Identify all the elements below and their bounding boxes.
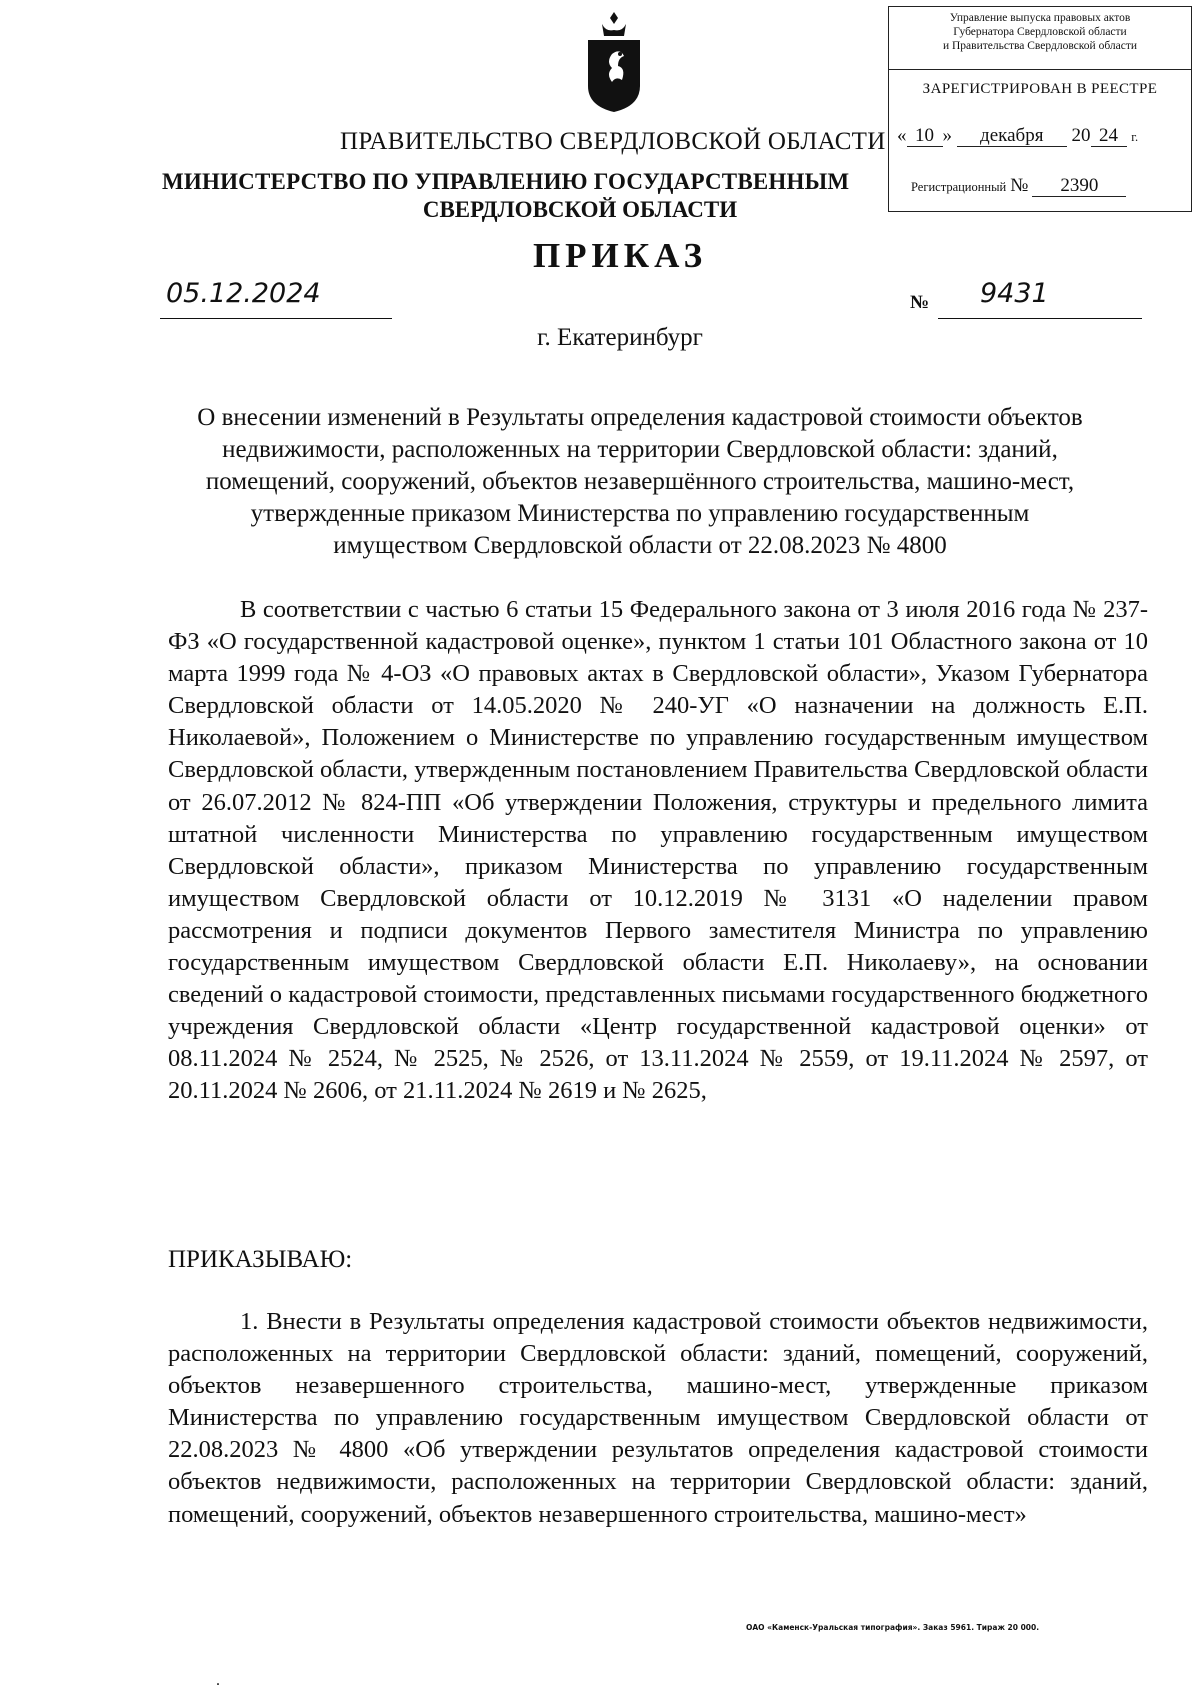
stamp-day: 10 <box>907 126 943 147</box>
orders-heading: ПРИКАЗЫВАЮ: <box>168 1246 353 1273</box>
government-heading: ПРАВИТЕЛЬСТВО СВЕРДЛОВСКОЙ ОБЛАСТИ <box>340 128 886 155</box>
stamp-header-line: и Правительства Свердловской области <box>942 40 1138 52</box>
order-item-1: 1. Внести в Результаты определения кадастровой стоимости объектов недвижимости, расположенных на территории Свердловской области: зданий, помещений, сооружений, объектов незавершенного строительства, машино-мест, утвержденные приказом Министерства по управлению государственным имуществом Свердловской области от 22.08.2023 № 4800 «Об утверждении результатов определения кадастровой стоимости объектов недвижимости, расположенных на территории Свердловской области: зданий, помещений, сооружений, объектов незавершенного строительства, машино-мест» <box>168 1308 1148 1528</box>
printer-footer: ОАО «Каменск-Уральская типография». Заказ 5961. Тираж 20 000. <box>746 1623 1040 1632</box>
registration-stamp <box>888 6 1192 212</box>
stamp-year-prefix: 20 <box>1071 125 1091 146</box>
number-label: № <box>910 292 930 313</box>
stamp-close-quote: » <box>942 125 952 146</box>
stamp-reg-label: Регистрационный <box>911 180 1007 194</box>
stamp-header-line: Управление выпуска правовых актов <box>949 12 1131 24</box>
document-type: ПРИКАЗ <box>532 236 708 275</box>
stamp-number-sign: № <box>1010 175 1029 196</box>
stamp-registered-label: ЗАРЕГИСТРИРОВАН В РЕЕСТРЕ <box>922 81 1158 97</box>
handwritten-number: 9431 <box>980 278 1049 309</box>
stamp-reg-number-line <box>911 175 1126 197</box>
stamp-reg-number: 2390 <box>1032 176 1126 197</box>
stamp-divider <box>889 69 1191 70</box>
handwritten-date: 05.12.2024 <box>166 278 321 309</box>
ministry-heading-line2: СВЕРДЛОВСКОЙ ОБЛАСТИ <box>422 197 738 222</box>
coat-of-arms-icon <box>582 10 646 114</box>
document-title: О внесении изменений в Результаты определения кадастровой стоимости объектов недвижимости, расположенных на территории Свердловской области: зданий, помещений, сооружений, объектов незавершённого строительства, машино-мест, утвержденные приказом Министерства по управлению государственным имуществом Свердловской области от 22.08.2023 № 4800 <box>197 404 1083 559</box>
ministry-heading-line1: МИНИСТЕРСТВО ПО УПРАВЛЕНИЮ ГОСУДАРСТВЕННЫМ <box>162 169 850 194</box>
stray-dot: . <box>216 1672 220 1689</box>
stamp-header-line: Губернатора Свердловской области <box>953 26 1127 38</box>
stamp-year-unit: г. <box>1131 130 1139 144</box>
preamble-paragraph: В соответствии с частью 6 статьи 15 Федерального закона от 3 июля 2016 года № 237-ФЗ «О государственной кадастровой оценке», пунктом 1 статьи 101 Областного закона от 10 марта 1999 года № 4-ОЗ «О правовых актах в Свердловской области», Указом Губернатора Свердловской области от 14.05.2020 № 240-УГ «О назначении на должность Е.П. Николаевой», Положением о Министерстве по управлению государственным имуществом Свердловской области, утвержденным постановлением Правительства Свердловской области от 26.07.2012 № 824-ПП «Об утверждении Положения, структуры и предельного лимита штатной численности Министерства по управлению государственным имуществом Свердловской области», приказом Министерства по управлению государственным имуществом Свердловской области от 10.12.2019 № 3131 «О наделении правом рассмотрения и подписи документов Первого заместителя Министра по управлению государственным имуществом Свердловской области Е.П. Николаеву», на основании сведений о кадастровой стоимости, представленных письмами государственного бюджетного учреждения Свердловской области «Центр государственной кадастровой оценки» от 08.11.2024 № 2524, № 2525, № 2526, от 13.11.2024 № 2559, от 19.11.2024 № 2597, от 20.11.2024 № 2606, от 21.11.2024 № 2619 и № 2625, <box>168 596 1148 1105</box>
stamp-year-suffix: 24 <box>1091 126 1127 147</box>
city: г. Екатеринбург <box>537 324 703 351</box>
stamp-date <box>897 125 1138 147</box>
stamp-month: декабря <box>957 126 1067 147</box>
stamp-open-quote: « <box>897 125 907 146</box>
